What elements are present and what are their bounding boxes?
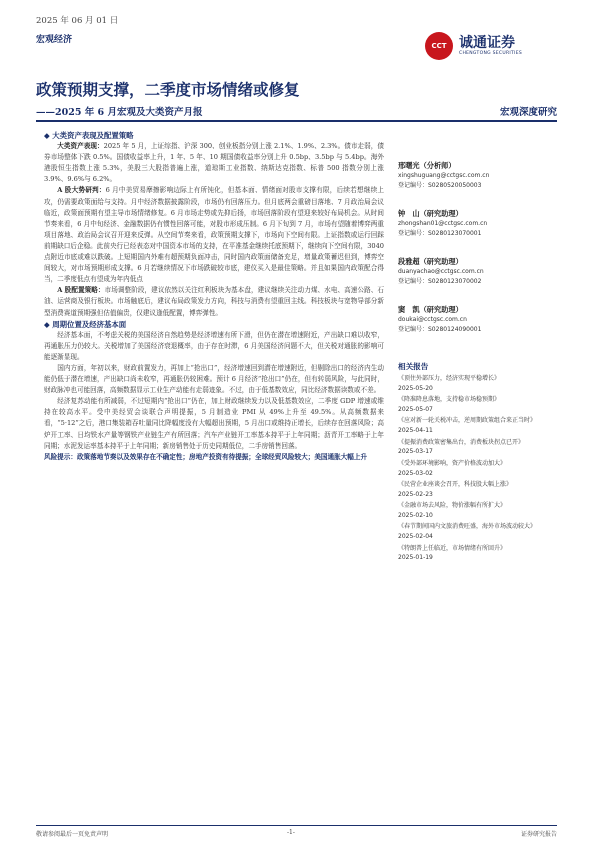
analyst-email[interactable]: xingshuguang@cctgsc.com.cn: [398, 172, 490, 179]
paragraph-growth-momentum: 经济复苏动能有所减弱，不过短期内“抢出口”仍在，加上财政继续发力以及低基数效应，二季度 GDP 增速或维持在较高水平。受中美经贸会谈联合声明提振，5 月制造业 PMI 从 49%上升至 49.5%。从高频数据来看，“5·12”之后，港口集装箱吞吐量同比降幅度没有大幅超出预期，5 月出口或维持正增长，后续存在回落风险；高炉开工率、日均铁水产量等钢铁产业链生产有所回落；汽车产业链开工率基本持平于上年同期；沥青开工率略于上年同期；水泥发运率基本持平于上年同期；新房销售处于历史同期低位，二手房销售回落。: [44, 397, 384, 450]
analyst-email[interactable]: duanyachao@cctgsc.com.cn: [398, 268, 484, 275]
report-subtitle: ——2025 年 6 月宏观及大类资产月报: [36, 107, 203, 118]
footer-disclaimer-link[interactable]: 敬请参阅最后一页免责声明: [36, 831, 109, 838]
analyst-card: [398, 208, 563, 239]
analyst-registration: 登记编号：S0280520050003: [398, 182, 482, 189]
logo-english-name: CHENGTONG SECURITIES: [459, 51, 523, 56]
analyst-registration: 登记编号：S0280123070002: [398, 278, 482, 285]
related-reports-list: [398, 374, 563, 563]
logo-mark-icon: CCT: [425, 32, 453, 60]
related-report-date: 2025-03-17: [398, 448, 433, 456]
related-report-date: 2025-04-11: [398, 427, 433, 435]
analyst-card: [398, 160, 563, 191]
related-report-date: 2025-01-19: [398, 554, 433, 562]
report-title: 政策预期支撑，二季度市场情绪或修复: [36, 80, 300, 99]
analyst-name: 钟 山（研究助理）: [398, 209, 463, 218]
related-report-title[interactable]: 《受外部环境影响，资产价格波动加大》: [398, 459, 507, 467]
section-heading: ◆ 大类资产表现及配置策略: [44, 131, 134, 140]
footer-divider: [36, 825, 557, 826]
related-report-title[interactable]: 《金融市场去风险，物价涨幅有所扩大》: [398, 502, 507, 510]
triangle-bullet-icon: ◆: [44, 131, 53, 140]
header-divider: [36, 120, 557, 122]
related-report-date: 2025-02-04: [398, 533, 433, 541]
analyst-name: 邢曙光（分析师）: [398, 161, 456, 170]
analyst-name: 窦 凯（研究助理）: [398, 305, 463, 314]
related-report-date: 2025-05-20: [398, 384, 433, 392]
report-series: 宏观深度研究: [499, 107, 557, 118]
analyst-email[interactable]: zhongshan01@cctgsc.com.cn: [398, 220, 488, 227]
related-report-title[interactable]: 《应对新一轮关税冲击，逆周期政策组合来正当时》: [398, 417, 537, 425]
related-report-title[interactable]: 《特朗普上任临近，市场情绪有所回升》: [398, 544, 507, 552]
company-logo: [425, 30, 557, 70]
analyst-card: [398, 304, 563, 335]
analyst-registration: 登记编号：S0280123070001: [398, 230, 482, 237]
footer-report-type: 证券研究报告: [520, 831, 557, 838]
related-reports-heading: 相关报告: [398, 362, 429, 371]
related-report-title[interactable]: 《降准降息落地，支持稳市场稳预期》: [398, 396, 501, 404]
related-report-title[interactable]: 《春节期间国内文旅消费旺盛，海外市场波动较大》: [398, 523, 537, 531]
sidebar: [398, 160, 563, 563]
paragraph-us-economy: 经济基本面，不考虑关税的美国经济自然趋势是经济增速有所下滑，但仍在潜在增速附近，产出缺口难以收窄，再通胀压力仍较大。关税增加了美国经济衰退概率，由于存在时滞，6 月美国经济问题不大，但关税对通胀的影响可能逐渐显现。: [44, 330, 384, 361]
triangle-bullet-icon: ◆: [44, 319, 53, 329]
section-heading: ◆ 周期位置及经济基本面: [44, 319, 127, 329]
related-report-date: 2025-02-23: [398, 490, 433, 498]
related-report-date: 2025-05-07: [398, 405, 433, 413]
related-report-title[interactable]: 《提振消费政策密集出台，消费板块拐点已开》: [398, 438, 525, 446]
related-report-date: 2025-02-10: [398, 511, 433, 519]
main-content: [44, 130, 384, 463]
report-category: 宏观经济: [36, 35, 73, 45]
paragraph-a-share-outlook: A 股大势研判：6 月中美贸易摩擦影响边际上有所钝化，但基本面、情绪面对股市支撑有限，后续若想继续上攻，仍需要政策面给与支持。月中经济数据披露阶段，市场仍有回落压力。但月底两会重磅目落地、7 月政治局会议临近，政策面预期有望主导市场情绪修复。6 月市场走势或先抑后扬，市场回落阶段有望迎来较好布局机会。从时间节奏来看，6 月中旬经济、金融数据仍有惯性回落可能，对股市形成压制。6 月下旬到 7 月，市场有望随着博弈两重项目落地、政治局会议召开迎来反弹。从空间节奏来看，政策预期支撑下，市场向下空间有限。上证指数或运行回踩前期缺口后企稳。此前央行已经表态对中国资本市场的支持，在平准基金继续托底预期下，继续向下空间有限，3040 点附近市底或难以跌破。上短期国内外难有超预期负面冲击，同时国内政策面储备充足，增量政策蓄迟但到，博弈空间较大，对市场预期形成支撑。6 月若继续情况下市场跌破较市底，建仪买入是最佳策略。并且如果国内政策配合得当，二季度低点有望成为年内低点: [44, 186, 384, 284]
analyst-name: 段雅超（研究助理）: [398, 257, 463, 266]
risk-warning: 风险提示：政策落地节奏以及效果存在不确定性；房地产投资有待提振；全球经贸风险较大；美国通胀大幅上升: [44, 452, 368, 461]
page-number: -1-: [287, 829, 295, 836]
paragraph-asset-performance: 大类资产表现：2025 年 5 月，上证综指、沪深 300、创业板指分别上涨 2.1%、1.9%、2.3%。债市走弱，债券市场整体下跌 0.5%。国债收益率上升，1 年、5 年、10 期国债收益率分别上升 0.5bp、3.5bp 与 5.4bp。海外港股恒生指数上涨 5.3%，美股三大股指普遍上涨，道琼斯工业指数、纳斯达克指数、标普 500 指数分别上涨 3.9%、9.6%与 6.2%。: [44, 142, 385, 184]
related-report-title[interactable]: 《顶住外部压力，经济实现平稳增长》: [398, 375, 501, 382]
analyst-email[interactable]: doukai@cctgsc.com.cn: [398, 316, 467, 323]
paragraph-a-share-allocation: A 股配置策略：市场调整阶段，建议依然以关注红利板块为基本盘，建议继续关注动力煤、水电、高速公路、石油、运营商及银行板块。市场触底后，建议布局政策发力方向，科技与消费有望重回主线。科技板块与宽物导部分新型消费赛道预期强但估值偏贵，仅建议逢低配置，博弈弹性。: [44, 286, 384, 317]
related-report-title[interactable]: 《民营企业座谈会召开，科技股大幅上涨》: [398, 481, 513, 489]
analyst-card: [398, 256, 563, 287]
analyst-registration: 登记编号：S0280124090001: [398, 326, 482, 333]
logo-name: 诚通证券: [459, 35, 515, 51]
paragraph-domestic-economy: 国内方面，年初以来，财政前置发力，再加上“抢出口”，经济增速回到潜在增速附近，但剔除出口的经济内生动能仍低于潜在增速，产出缺口尚未收窄，再通胀仍较困难。预计 6 月经济“抢出口”仍在，但有转弱风险，与此同时，财政脉冲也可能回落，高频数据显示工业生产动能有走弱迹象。不过，由于低基数效应，同比经济数据读数或不差。: [44, 363, 384, 395]
related-report-date: 2025-03-02: [398, 469, 433, 477]
report-date: 2025 年 06 月 01 日: [36, 16, 119, 26]
